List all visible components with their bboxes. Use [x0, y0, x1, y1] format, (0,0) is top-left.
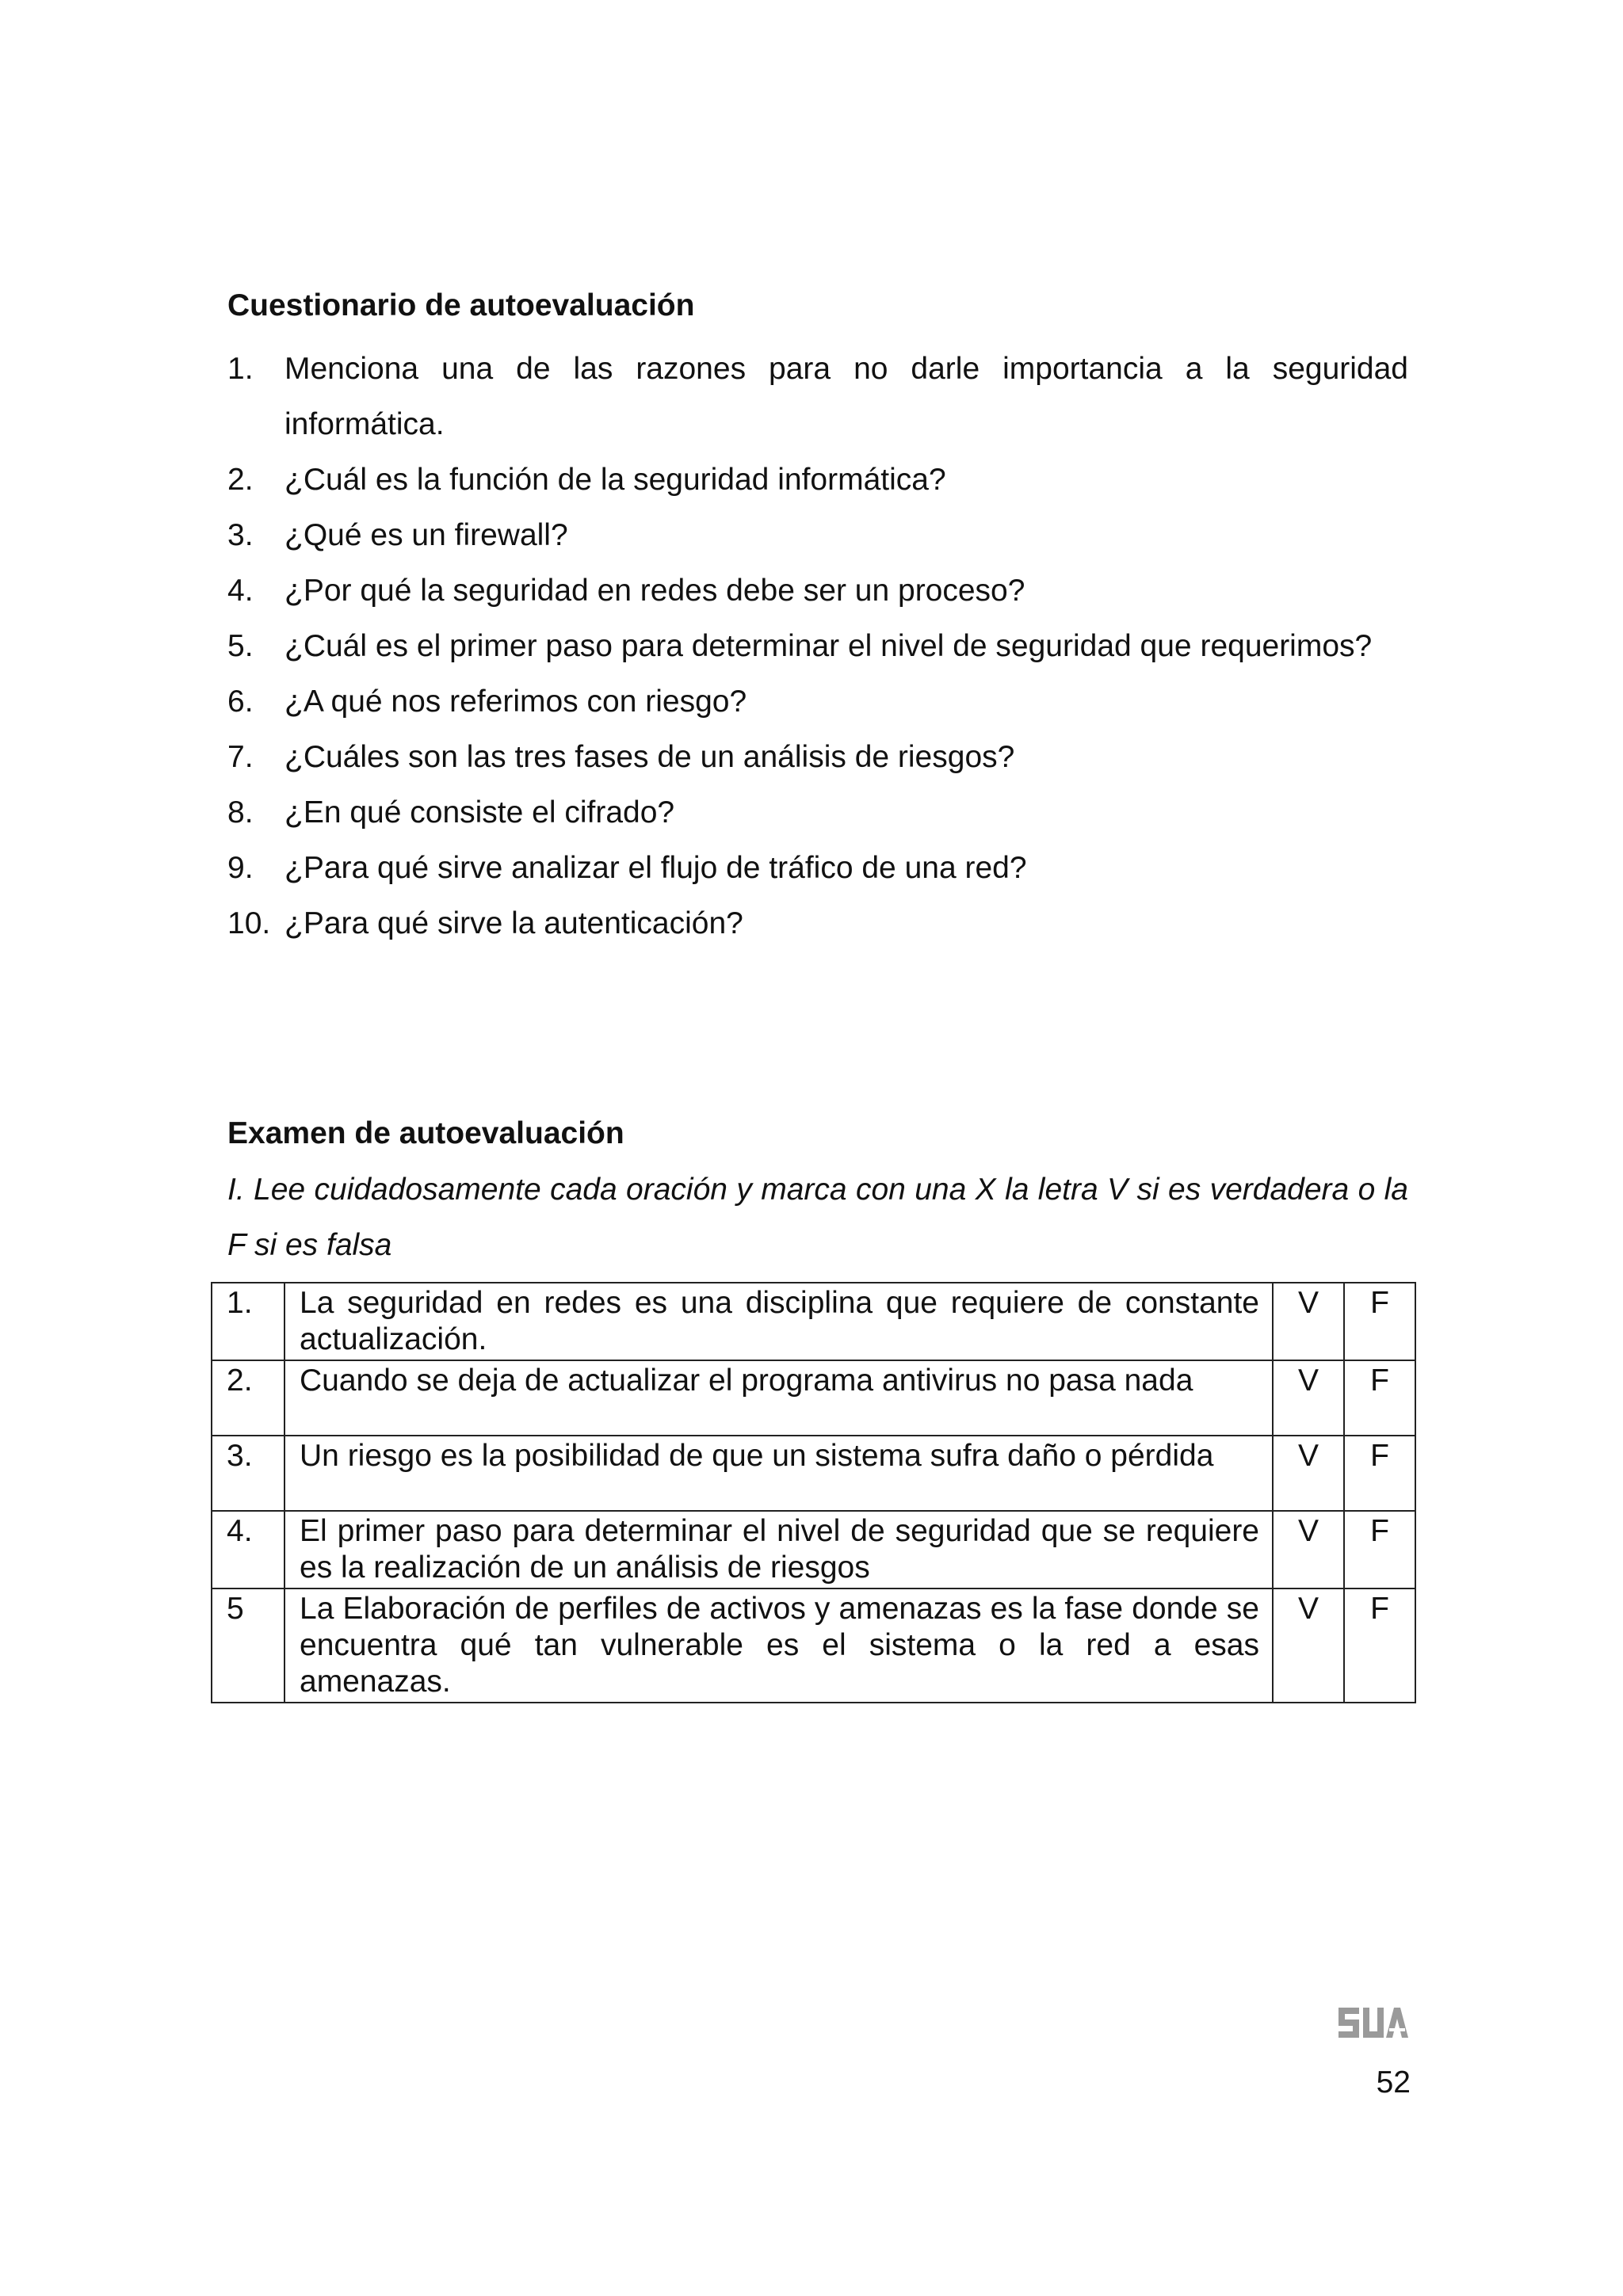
- statement-text: La Elaboración de perfiles de activos y amenazas es la fase donde se encuentra qué tan vulnerable es el sistema o la red a esas amenazas.: [285, 1589, 1273, 1703]
- true-option-cell[interactable]: V: [1273, 1360, 1344, 1436]
- question-text: ¿Por qué la seguridad en redes debe ser un proceso?: [285, 574, 1025, 608]
- statement-text: La seguridad en redes es una disciplina que requiere de constante actualización.: [285, 1283, 1273, 1360]
- statement-text: Cuando se deja de actualizar el programa antivirus no pasa nada: [285, 1360, 1273, 1436]
- question-item: [227, 508, 1408, 563]
- question-item: [227, 896, 1408, 952]
- true-false-table: [211, 1282, 1416, 1703]
- question-item: [227, 452, 1408, 508]
- question-text: ¿Para qué sirve la autenticación?: [285, 906, 743, 940]
- statement-number: 2.: [212, 1360, 285, 1436]
- question-number: 3.: [227, 518, 254, 552]
- question-item: [227, 674, 1408, 730]
- question-text: ¿Cuáles son las tres fases de un análisis de riesgos?: [285, 740, 1015, 774]
- false-option-cell[interactable]: F: [1344, 1360, 1415, 1436]
- question-item: [227, 730, 1408, 785]
- true-option-cell[interactable]: V: [1273, 1436, 1344, 1511]
- page-number: 52: [1376, 2065, 1411, 2100]
- question-number: 9.: [227, 851, 254, 885]
- statement-text: El primer paso para determinar el nivel de seguridad que se requiere es la realización de un análisis de riesgos: [285, 1511, 1273, 1589]
- question-number: 10.: [227, 906, 271, 940]
- question-text: ¿Qué es un firewall?: [285, 518, 568, 552]
- statement-text: Un riesgo es la posibilidad de que un sistema sufra daño o pérdida: [285, 1436, 1273, 1511]
- table-row: [212, 1589, 1415, 1703]
- exam-heading: Examen de autoevaluación: [227, 1116, 624, 1150]
- statement-number: 5: [212, 1589, 285, 1703]
- false-option-cell[interactable]: F: [1344, 1589, 1415, 1703]
- question-item: [227, 563, 1408, 619]
- question-item: [227, 841, 1408, 896]
- table-row: [212, 1436, 1415, 1511]
- table-row: [212, 1360, 1415, 1436]
- question-number: 4.: [227, 574, 254, 608]
- false-option-cell[interactable]: F: [1344, 1511, 1415, 1589]
- question-number: 5.: [227, 629, 254, 663]
- question-item: [227, 619, 1408, 674]
- question-text: ¿En qué consiste el cifrado?: [285, 795, 675, 830]
- question-number: 1.: [227, 352, 254, 386]
- statement-number: 3.: [212, 1436, 285, 1511]
- statement-number: 1.: [212, 1283, 285, 1360]
- question-text: ¿Cuál es el primer paso para determinar el nivel de seguridad que requerimos?: [285, 629, 1373, 663]
- question-text: Menciona una de las razones para no darle importancia a la seguridad informática.: [285, 352, 1408, 441]
- true-option-cell[interactable]: V: [1273, 1283, 1344, 1360]
- question-item: [227, 341, 1408, 452]
- true-option-cell[interactable]: V: [1273, 1589, 1344, 1703]
- question-number: 8.: [227, 795, 254, 830]
- false-option-cell[interactable]: F: [1344, 1283, 1415, 1360]
- question-text: ¿Cuál es la función de la seguridad informática?: [285, 463, 946, 497]
- questionnaire-heading: Cuestionario de autoevaluación: [227, 288, 695, 322]
- false-option-cell[interactable]: F: [1344, 1436, 1415, 1511]
- true-option-cell[interactable]: V: [1273, 1511, 1344, 1589]
- table-row: [212, 1283, 1415, 1360]
- question-number: 2.: [227, 463, 254, 497]
- exam-instructions: I. Lee cuidadosamente cada oración y marca con una X la letra V si es verdadera o la F si es falsa: [227, 1173, 1408, 1262]
- table-row: [212, 1511, 1415, 1589]
- question-text: ¿A qué nos referimos con riesgo?: [285, 685, 747, 719]
- question-number: 7.: [227, 740, 254, 774]
- sua-logo: [1337, 2004, 1410, 2041]
- statement-number: 4.: [212, 1511, 285, 1589]
- question-list: [227, 341, 1408, 952]
- question-number: 6.: [227, 685, 254, 719]
- question-text: ¿Para qué sirve analizar el flujo de tráfico de una red?: [285, 851, 1027, 885]
- question-item: [227, 785, 1408, 841]
